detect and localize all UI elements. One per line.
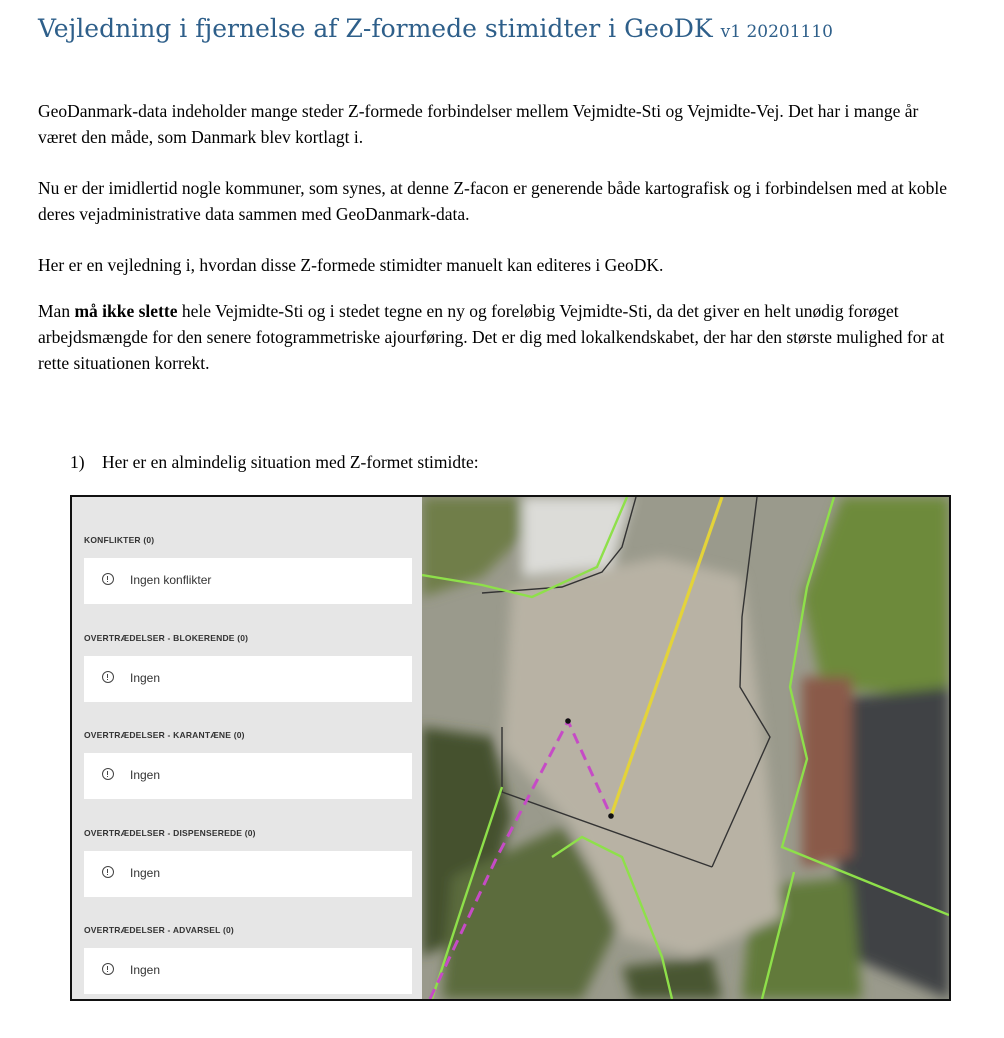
step-1 (70, 452, 479, 473)
red-roof-right (802, 677, 852, 867)
section-heading-blokerende: OVERTRÆDELSER - BLOKERENDE (0) (84, 633, 249, 643)
section-heading-dispenserede: OVERTRÆDELSER - DISPENSEREDE (0) (84, 828, 256, 838)
section-item-konflikter: Ingen konflikter (130, 573, 212, 587)
paragraph-4-start: Man (38, 301, 75, 321)
section-item-karantaene: Ingen (130, 768, 161, 782)
step-1-number: 1) (70, 452, 85, 472)
info-circle-icon (102, 963, 114, 975)
info-circle-icon (102, 671, 114, 683)
info-circle-icon (102, 573, 114, 585)
step-1-text: Her er en almindelig situation med Z-formet stimidte: (102, 452, 479, 472)
paragraph-4-emphasis: må ikke slette (74, 301, 178, 321)
paragraph-3: Her er en vejledning i, hvordan disse Z-formede stimidter manuelt kan editeres i GeoDK. (38, 255, 664, 275)
section-box-konflikter (84, 558, 412, 604)
section-item-blokerende: Ingen (130, 671, 161, 685)
paragraph-4 (38, 298, 958, 376)
section-box-blokerende (84, 656, 412, 702)
section-item-dispenserede: Ingen (130, 866, 161, 880)
document-version: v1 20201110 (720, 22, 833, 42)
node-top (565, 718, 571, 724)
paragraph-4-rest: hele Vejmidte-Sti og i stedet tegne en ny og foreløbig Vejmidte-Sti, da det giver en helt unødig forøget arbejdsmængde for den senere fotogrammetriske ajourføring. Det er dig med lokalkendskabet, der har den største mulighed for at rette situationen korrekt. (38, 301, 945, 373)
info-circle-icon (102, 866, 114, 878)
node-junction (608, 813, 614, 819)
section-box-dispenserede (84, 851, 412, 897)
section-box-advarsel (84, 948, 412, 994)
section-box-karantaene (84, 753, 412, 799)
paragraph-2: Nu er der imidlertid nogle kommuner, som synes, at denne Z-facon er generende både kartografisk og i forbindelsen med at koble deres vejadministrative data sammen med GeoDanmark-data. (38, 178, 948, 224)
document-title (38, 14, 833, 43)
geodk-screenshot (70, 495, 951, 1001)
map-view[interactable] (422, 497, 949, 999)
document-title-main: Vejledning i fjernelse af Z-formede stimidter i GeoDK (38, 14, 713, 43)
validation-panel (72, 497, 422, 999)
section-heading-konflikter: KONFLIKTER (0) (84, 535, 155, 545)
section-item-advarsel: Ingen (130, 963, 161, 977)
section-heading-karantaene: OVERTRÆDELSER - KARANTÆNE (0) (84, 730, 245, 740)
paragraph-1: GeoDanmark-data indeholder mange steder Z-formede forbindelser mellem Vejmidte-Sti og Vejmidte-Vej. Det har i mange år været den måde, som Danmark blev kortlagt i. (38, 101, 919, 147)
info-circle-icon (102, 768, 114, 780)
section-heading-advarsel: OVERTRÆDELSER - ADVARSEL (0) (84, 925, 234, 935)
